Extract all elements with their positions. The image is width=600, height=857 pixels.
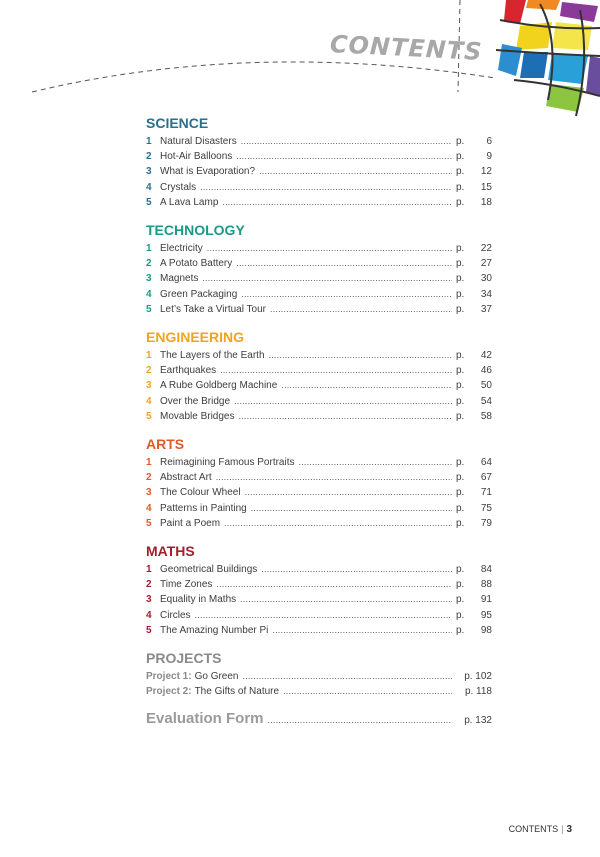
page-number: 58: [480, 410, 492, 422]
entry-title: Abstract Art: [160, 472, 212, 484]
dot-leader: [299, 455, 453, 470]
page-number: 71: [480, 487, 492, 499]
footer-label: CONTENTS: [508, 824, 559, 834]
page-label: p.: [456, 350, 465, 362]
toc-entry[interactable]: [146, 470, 492, 485]
entry-title: Patterns in Painting: [160, 502, 247, 514]
toc-entry[interactable]: [146, 592, 492, 607]
page-label: p.: [456, 380, 465, 392]
footer-separator: |: [561, 824, 564, 834]
section-title: MATHS: [146, 543, 195, 560]
page-number: 67: [480, 472, 492, 484]
dashed-curve: [32, 62, 495, 92]
entry-number: 3: [146, 487, 152, 499]
toc-entry[interactable]: [146, 485, 492, 500]
entry-number: 2: [146, 472, 152, 484]
toc-section-technology: [146, 221, 492, 317]
entry-title: Geometrical Buildings: [160, 564, 258, 576]
page-label: p.: [456, 472, 465, 484]
table-of-contents: [146, 114, 492, 727]
toc-entry[interactable]: [146, 378, 492, 393]
toc-entry[interactable]: [146, 562, 492, 577]
toc-section-projects: [146, 649, 492, 699]
page-label: p.: [456, 303, 465, 315]
entry-title: Paint a Poem: [160, 517, 221, 529]
page-label: p.: [456, 136, 465, 147]
entry-number: 4: [146, 395, 152, 407]
toc-entry[interactable]: [146, 348, 492, 363]
entry-title: Earthquakes: [160, 365, 217, 377]
page-number: 12: [480, 166, 492, 178]
toc-entry[interactable]: [146, 516, 492, 531]
entry-title: The Colour Wheel: [160, 487, 241, 499]
page-label: p.: [456, 564, 465, 576]
toc-section-engineering: [146, 328, 492, 424]
page-number: 9: [486, 151, 492, 163]
entry-title: Over the Bridge: [160, 395, 231, 407]
dot-leader: [270, 302, 452, 317]
page-number: 91: [480, 594, 492, 606]
toc-entry[interactable]: [146, 164, 492, 179]
entry-title: A Rube Goldberg Machine: [160, 380, 278, 392]
footer-page-number: 3: [566, 824, 572, 835]
entry-title: A Lava Lamp: [160, 196, 219, 208]
color-grid-graphic: [496, 0, 600, 116]
dot-leader: [236, 149, 452, 164]
entry-title: Reimagining Famous Portraits: [160, 457, 295, 469]
page-label: p.: [456, 166, 465, 178]
toc-entry[interactable]: [146, 180, 492, 195]
section-title: PROJECTS: [146, 650, 222, 667]
section-title: ENGINEERING: [146, 329, 245, 346]
page-number: p. 132: [464, 715, 492, 727]
entry-title: Green Packaging: [160, 288, 238, 300]
page-number: 30: [480, 273, 492, 285]
toc-entry[interactable]: [146, 577, 492, 592]
entry-number: 5: [146, 410, 152, 422]
page-number: 6: [486, 136, 492, 147]
page-label: p.: [456, 395, 465, 407]
entry-number: 3: [146, 380, 152, 392]
entry-number: 1: [146, 136, 152, 147]
evaluation-title: Evaluation Form: [146, 710, 264, 728]
dot-leader: [200, 180, 452, 195]
dot-leader: [281, 378, 452, 393]
entry-title: The Amazing Number Pi: [160, 624, 269, 636]
page-number: 42: [480, 350, 492, 362]
page-number: 75: [480, 502, 492, 514]
page-label: p.: [456, 594, 465, 606]
entry-title: The Layers of the Earth: [160, 350, 265, 362]
section-title: SCIENCE: [146, 115, 209, 131]
toc-section-maths: [146, 542, 492, 638]
page-label: p.: [456, 624, 465, 636]
toc-entry[interactable]: [146, 363, 492, 378]
entry-number: 5: [146, 517, 152, 529]
page-label: p.: [456, 457, 465, 469]
entry-number: 4: [146, 181, 152, 193]
entry-number: 2: [146, 579, 152, 591]
entry-number: 1: [146, 350, 152, 362]
page-label: p.: [456, 273, 465, 285]
toc-entry[interactable]: [146, 623, 492, 638]
page-number: p. 102: [464, 671, 492, 683]
page-label: p.: [456, 181, 465, 193]
entry-title: Natural Disasters: [160, 136, 237, 147]
dot-leader: [207, 241, 452, 256]
page-number: 18: [480, 196, 492, 208]
toc-entry[interactable]: [146, 302, 492, 317]
section-title: ARTS: [146, 436, 185, 453]
toc-entry[interactable]: [146, 241, 492, 256]
entry-title: Time Zones: [160, 579, 213, 591]
page-label: p.: [456, 609, 465, 621]
entry-number: 4: [146, 288, 152, 300]
dot-leader: [234, 394, 452, 409]
page-number: p. 118: [464, 686, 492, 698]
entry-number: 3: [146, 166, 152, 178]
toc-entry[interactable]: [146, 287, 492, 302]
entry-title: The Gifts of Nature: [194, 686, 280, 698]
entry-title: Go Green: [194, 671, 239, 683]
toc-entry[interactable]: [146, 409, 492, 424]
page-number: 37: [480, 303, 492, 315]
dot-leader: [268, 715, 452, 725]
page-label: p.: [456, 196, 465, 208]
entry-number: 4: [146, 502, 152, 514]
toc-entry[interactable]: [146, 149, 492, 164]
dot-leader: [202, 271, 452, 286]
page-number: 34: [480, 288, 492, 300]
toc-entry[interactable]: [146, 455, 492, 470]
header-decoration: [0, 0, 600, 130]
entry-number: 3: [146, 273, 152, 285]
entry-title: Equality in Maths: [160, 594, 237, 606]
dot-leader: [243, 669, 453, 684]
dot-leader: [261, 562, 452, 577]
page-number: 27: [480, 258, 492, 270]
toc-entry[interactable]: [146, 271, 492, 286]
page-label: p.: [456, 410, 465, 422]
dot-leader: [220, 363, 452, 378]
entry-number: 5: [146, 624, 152, 636]
page-number: 50: [480, 380, 492, 392]
entry-number: 4: [146, 609, 152, 621]
page-title: CONTENTS: [329, 30, 484, 66]
page-number: 84: [480, 564, 492, 576]
project-prefix: Project 2:: [146, 686, 192, 698]
dot-leader: [269, 348, 452, 363]
page-number: 88: [480, 579, 492, 591]
dot-leader: [224, 516, 452, 531]
dot-leader: [236, 256, 452, 271]
entry-number: 2: [146, 151, 152, 163]
page-label: p.: [456, 288, 465, 300]
toc-entry[interactable]: [146, 256, 492, 271]
page-label: p.: [456, 151, 465, 163]
dot-leader: [216, 470, 452, 485]
entry-title: Hot-Air Balloons: [160, 151, 233, 163]
dot-leader: [283, 684, 452, 699]
dot-leader: [241, 134, 452, 149]
page-label: p.: [456, 243, 465, 255]
page-footer: [509, 824, 572, 835]
entry-title: Movable Bridges: [160, 410, 235, 422]
entry-title: What is Evaporation?: [160, 166, 256, 178]
toc-section-arts: [146, 435, 492, 531]
page-number: 64: [480, 457, 492, 469]
entry-title: Electricity: [160, 243, 203, 255]
evaluation-entry[interactable]: [146, 710, 492, 727]
page-number: 98: [480, 624, 492, 636]
dot-leader: [245, 485, 452, 500]
entry-title: A Potato Battery: [160, 258, 233, 270]
entry-title: Circles: [160, 609, 191, 621]
toc-entry[interactable]: [146, 501, 492, 516]
entry-title: Let’s Take a Virtual Tour: [160, 303, 266, 315]
dot-leader: [259, 164, 452, 179]
page-number: 54: [480, 395, 492, 407]
page-number: 15: [480, 181, 492, 193]
section-title: TECHNOLOGY: [146, 222, 245, 239]
toc-entry[interactable]: [146, 195, 492, 210]
dot-leader: [240, 592, 452, 607]
page-label: p.: [456, 365, 465, 377]
page-label: p.: [456, 517, 465, 529]
entry-title: Crystals: [160, 181, 197, 193]
dot-leader: [222, 195, 452, 210]
toc-entry[interactable]: [146, 608, 492, 623]
page-label: p.: [456, 258, 465, 270]
page-number: 95: [480, 609, 492, 621]
toc-section-science: [146, 114, 492, 210]
page-number: 79: [480, 517, 492, 529]
page-number: 46: [480, 365, 492, 377]
dot-leader: [251, 501, 452, 516]
project-entry[interactable]: [146, 669, 492, 684]
page-label: p.: [456, 579, 465, 591]
dot-leader: [216, 577, 452, 592]
entry-number: 2: [146, 258, 152, 270]
entry-number: 3: [146, 594, 152, 606]
entry-number: 1: [146, 564, 152, 576]
dot-leader: [241, 287, 452, 302]
page-label: p.: [456, 502, 465, 514]
page-number: 22: [480, 243, 492, 255]
project-prefix: Project 1:: [146, 671, 192, 683]
project-entry[interactable]: [146, 684, 492, 699]
entry-number: 5: [146, 303, 152, 315]
toc-entry[interactable]: [146, 394, 492, 409]
dot-leader: [195, 608, 452, 623]
entry-number: 1: [146, 457, 152, 469]
entry-number: 2: [146, 365, 152, 377]
entry-number: 1: [146, 243, 152, 255]
entry-number: 5: [146, 196, 152, 208]
dot-leader: [238, 409, 452, 424]
page-label: p.: [456, 487, 465, 499]
toc-entry[interactable]: [146, 134, 492, 149]
entry-title: Magnets: [160, 273, 199, 285]
dot-leader: [272, 623, 452, 638]
